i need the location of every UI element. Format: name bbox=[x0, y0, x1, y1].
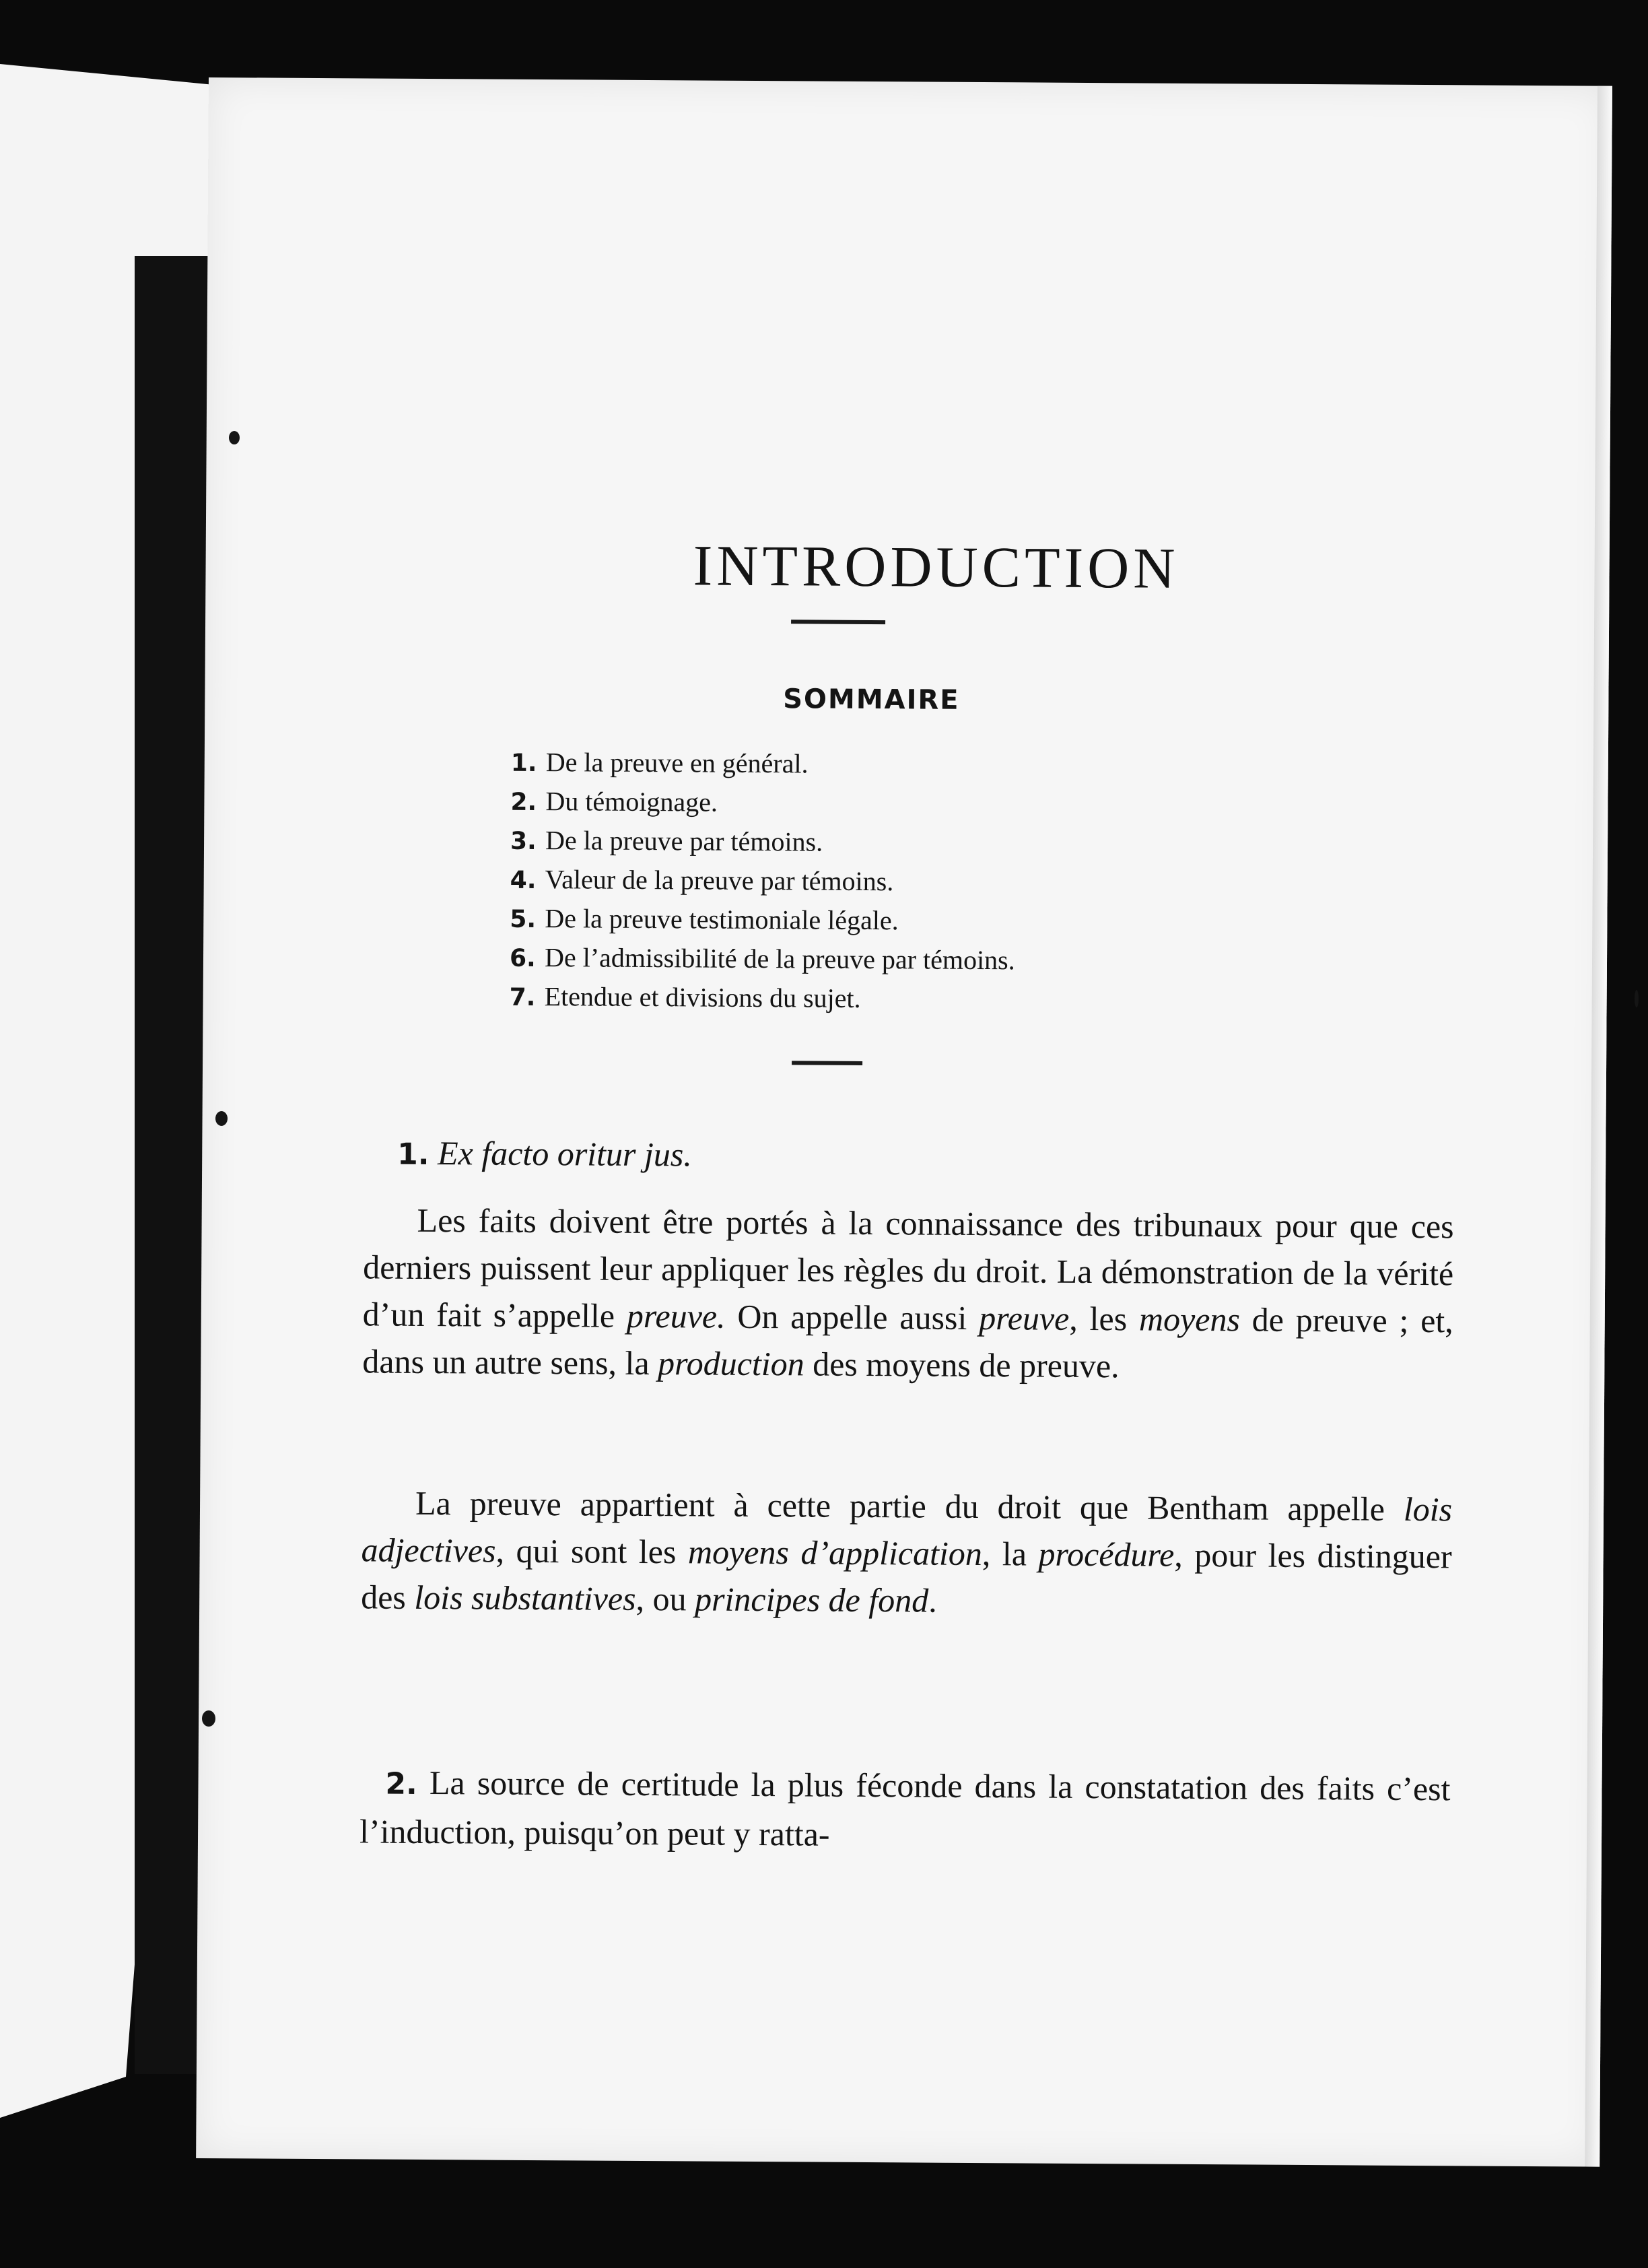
summary-item: 4. Valeur de la preuve par témoins. bbox=[510, 864, 894, 897]
section-1-heading bbox=[397, 1129, 1447, 1185]
paragraph-1: Les faits doivent être portés à la connaissance des tribunaux pour que ces derniers puissent leur appliquer les règles du droit. La démonstration de la vérité d’un fait s’appelle preuve. On appelle aussi preuve, les moyens de preuve ; et, dans un autre sens, la production des moyens de preuve. bbox=[362, 1201, 1454, 1385]
spine-mark bbox=[229, 431, 240, 444]
page-edge bbox=[1585, 86, 1612, 2167]
summary-item: 6. De l’admissibilité de la preuve par témoins. bbox=[509, 942, 1015, 976]
summary-item: 5. De la preuve testimoniale légale. bbox=[510, 903, 899, 936]
book-page bbox=[196, 77, 1612, 2167]
summary-item: 2. Du témoignage. bbox=[510, 786, 718, 818]
spine-mark bbox=[215, 1111, 228, 1126]
summary-heading: SOMMAIRE bbox=[783, 683, 960, 716]
spine-mark bbox=[202, 1710, 215, 1727]
summary-item: 1. De la preuve en général. bbox=[510, 747, 809, 779]
latin-maxim: Ex facto oritur jus. bbox=[437, 1134, 693, 1174]
summary-item: 7. Etendue et divisions du sujet. bbox=[509, 981, 861, 1013]
section-number: 2. bbox=[385, 1766, 418, 1801]
paragraph-2: La preuve appartient à cette partie du droit que Bentham appelle lois adjectives, qui sont les moyens d’application, la procédure, pour les distinguer des lois substantives, ou principes de fond. bbox=[361, 1483, 1453, 1620]
section-number: 1. bbox=[397, 1137, 430, 1172]
page-title: INTRODUCTION bbox=[693, 533, 1179, 601]
spine-mark bbox=[1635, 990, 1639, 1007]
section-2-paragraph: 2. La source de certitude la plus féconde dans la constatation des faits c’est l’induction, puisqu’on peut y ratta- bbox=[359, 1763, 1451, 1853]
title-divider bbox=[791, 620, 885, 624]
summary-list bbox=[509, 743, 1016, 1020]
summary-item: 3. De la preuve par témoins. bbox=[510, 825, 823, 857]
summary-divider bbox=[792, 1061, 862, 1065]
